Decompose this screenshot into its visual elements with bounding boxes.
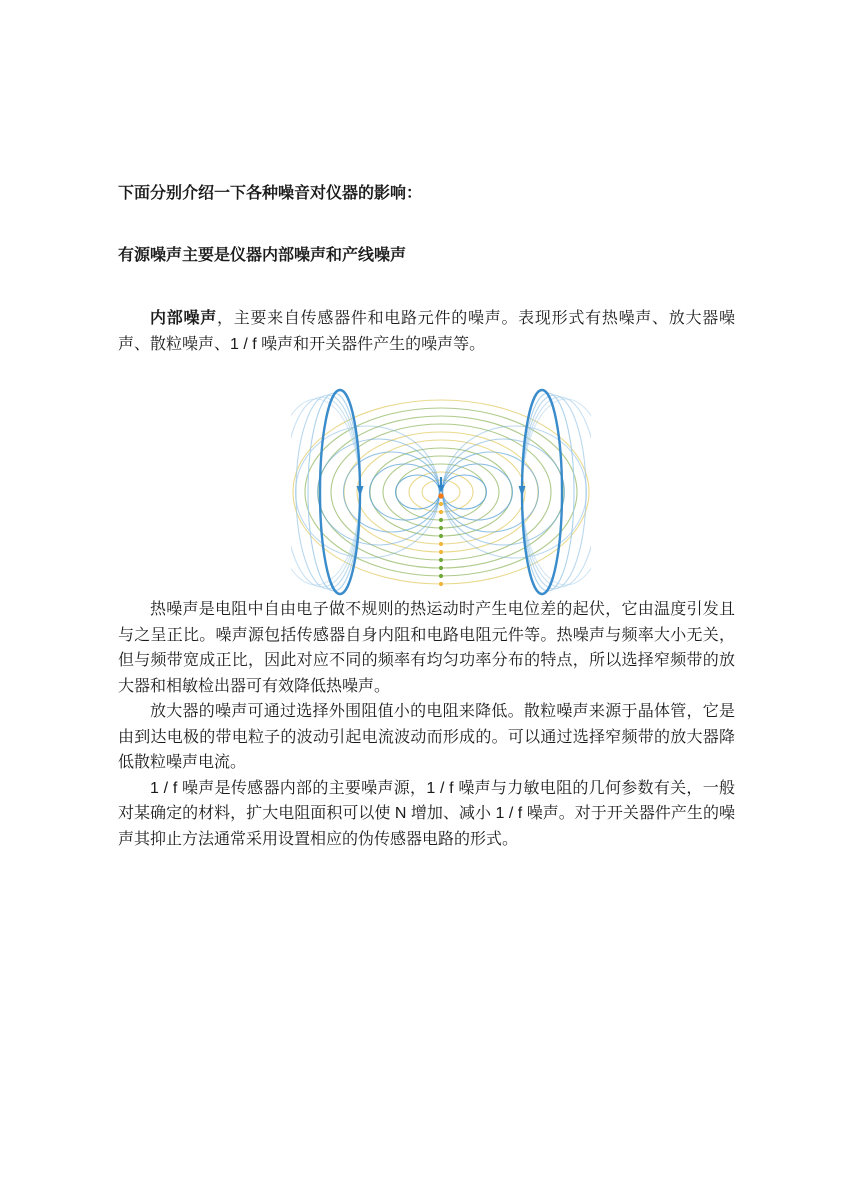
internal-noise-body-text: ，主要来自传感器件和电路元件的噪声。表现形式有热噪声、放大器噪声、散粒噪声、1 / f 噪声和开关器件产生的噪声等。: [118, 310, 735, 353]
dipole-field-loop: [396, 475, 440, 509]
side-field-ring: [308, 393, 360, 591]
axis-field-dot: [439, 582, 443, 586]
paragraph-internal-noise: [118, 306, 735, 357]
axis-field-dot: [439, 526, 443, 530]
axis-field-dot: [439, 550, 443, 554]
figure-container: [118, 387, 735, 597]
side-field-ring: [522, 393, 574, 591]
side-field-ring-main: [522, 390, 562, 594]
axis-field-dot: [439, 510, 443, 514]
dipole-field-loop: [443, 475, 487, 509]
paragraph-flicker-noise: 1 / f 噪声是传感器内部的主要噪声源，1 / f 噪声与力敏电阻的几何参数有关，一般对某确定的材料，扩大电阻面积可以使 N 增加、减小 1 / f 噪声。对于开关器件产生的噪声其抑止方法通常采用设置相应的伪传感器电路的形式。: [118, 779, 735, 848]
em-dipole-field-figure: [291, 387, 591, 597]
side-field-ring: [522, 395, 586, 589]
axis-field-dot: [439, 542, 443, 546]
paragraph-thermal-noise: 热噪声是电阻中自由电子做不规则的热运动时产生电位差的起伏，它由温度引发且与之呈正比。噪声源包括传感器自身内阻和电路电阻元件等。热噪声与频率大小无关，但与频带宽成正比，因此对应不同的频率有均匀功率分布的特点，所以选择窄频带的放大器和相敏检出器可有效降低热噪声。: [118, 601, 735, 695]
center-arrow-head: [438, 485, 445, 493]
axis-field-dot: [439, 574, 443, 578]
side-field-ring-main: [320, 390, 360, 594]
axis-field-dot: [439, 502, 443, 506]
paragraph-amplifier-shot-noise: 放大器的噪声可通过选择外围阻值小的电阻来降低。散粒噪声来源于晶体管，它是由到达电极的带电粒子的波动引起电流波动而形成的。可以通过选择窄频带的放大器降低散粒噪声电流。: [118, 703, 735, 771]
axis-field-dot: [439, 558, 443, 562]
dipole-field-loop: [443, 439, 565, 545]
dipole-field-loop: [370, 464, 440, 520]
axis-field-dot: [439, 534, 443, 538]
axis-field-dot: [439, 518, 443, 522]
side-field-ring: [296, 395, 360, 589]
dipole-field-loop: [318, 439, 440, 545]
dipole-field-loop: [443, 464, 513, 520]
center-source-dot: [438, 493, 443, 498]
internal-noise-lead-text: 内部噪声: [150, 310, 217, 327]
heading-noise-intro: 下面分别介绍一下各种噪音对仪器的影响：: [118, 185, 423, 202]
axis-field-dot: [439, 566, 443, 570]
heading-active-noise: 有源噪声主要是仪器内部噪声和产线噪声: [118, 247, 407, 264]
